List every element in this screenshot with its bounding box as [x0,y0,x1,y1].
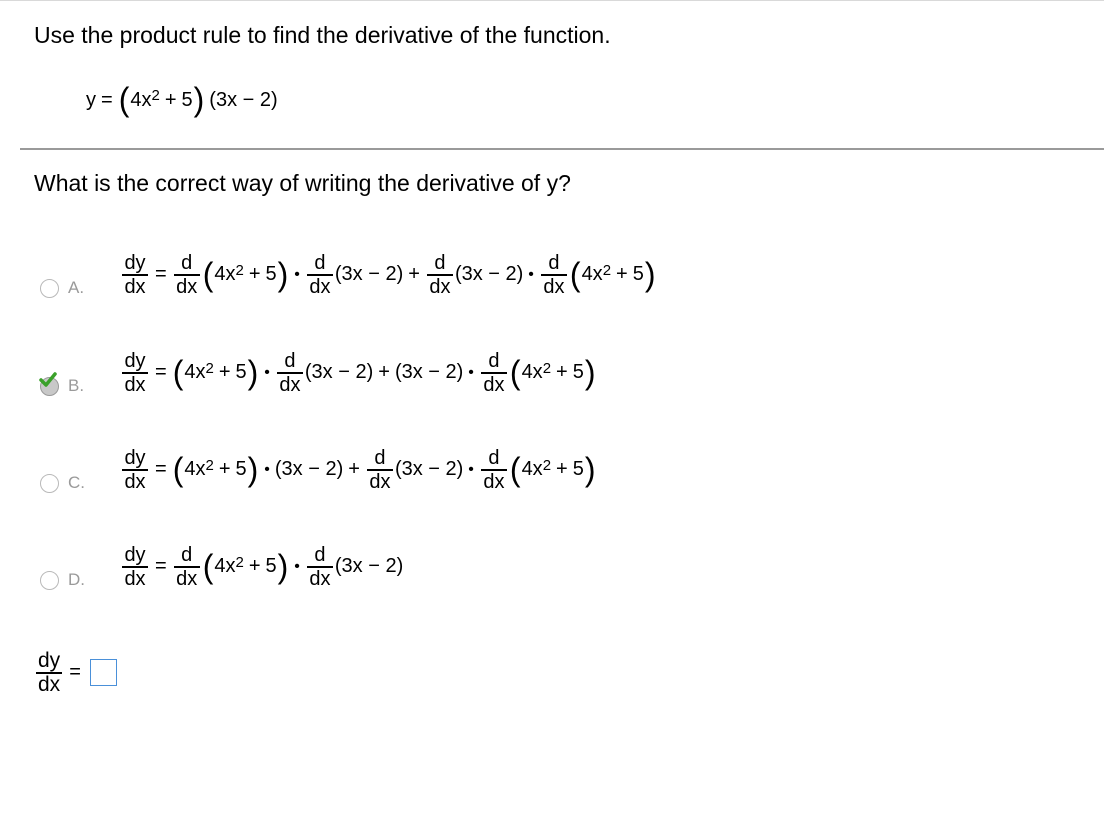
radio-option-c[interactable] [40,474,59,493]
sub-question: What is the correct way of writing the derivative of y? [34,170,571,196]
answer-input-box[interactable] [90,659,117,686]
question-prompt: Use the product rule to find the derivative of the function. [34,22,611,48]
function-expression: y = ( 4x $^2$ + 5 ) (3x − 2) [86,80,278,118]
option-a-letter: A. [68,278,85,297]
option-a-expression: $\frac{dy}{dx}$ = $\frac{d}{dx}$ ( 4x $^2$ + 5 ) • $\frac{d}{dx}$ (3x − 2) + $\frac{d}{dx}$ (3x − 2) • $\frac{d}{dx}$ ( 4x $^2$ + 5 ) [120,252,657,298]
equals-sign: = [101,88,113,111]
radio-option-d[interactable] [40,571,59,590]
option-d-expression: $\frac{dy}{dx}$ = $\frac{d}{dx}$ ( 4x $^2$ + 5 ) • $\frac{d}{dx}$ (3x − 2) [120,544,403,590]
radio-option-a[interactable] [40,279,59,298]
checkmark-icon [39,371,57,389]
answer-row: $\frac{dy}{dx}$ = [34,650,117,696]
option-c-expression: $\frac{dy}{dx}$ = ( 4x $^2$ + 5 ) • (3x − 2) + $\frac{d}{dx}$ (3x − 2) • $\frac{d}{dx}$ ( 4x $^2$ + 5 ) [120,447,597,493]
option-b-expression: $\frac{dy}{dx}$ = ( 4x $^2$ + 5 ) • $\frac{d}{dx}$ (3x − 2) + (3x − 2) • $\frac{d}{dx}$ ( 4x $^2$ + 5 ) [120,350,597,396]
option-d-letter: D. [68,570,85,589]
function-lhs: y [86,88,96,111]
option-b-letter: B. [68,376,85,395]
answer-derivative-label: $\frac{dy}{dx}$ [38,649,61,696]
option-c-letter: C. [68,473,85,492]
top-rule [0,0,1104,1]
section-divider [20,148,1104,150]
